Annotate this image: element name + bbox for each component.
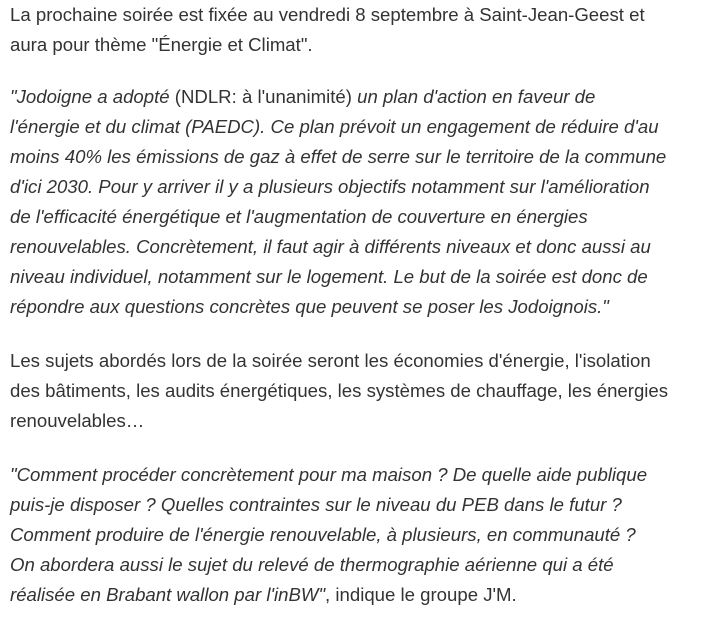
quote-text: un plan d'action en faveur de — [357, 86, 596, 107]
quote-text: "Jodoigne a adopté — [10, 86, 170, 107]
text-line: renouvelables… — [10, 410, 145, 431]
paragraph-topics — [10, 346, 710, 436]
quote-line: de l'efficacité énergétique et l'augmentation de couverture en énergies — [10, 206, 588, 227]
text-line — [10, 580, 710, 610]
quote-line: "Comment procéder concrètement pour ma maison ? De quelle aide publique — [10, 464, 648, 485]
text-line: Les sujets abordés lors de la soirée seront les économies d'énergie, l'isolation — [10, 350, 651, 371]
quote-line: l'énergie et du climat (PAEDC). Ce plan prévoit un engagement de réduire d'au — [10, 116, 659, 137]
quote-text: réalisée en Brabant wallon par l'inBW" — [10, 584, 326, 605]
text-line: aura pour thème "Énergie et Climat". — [10, 34, 313, 55]
quote-line: On abordera aussi le sujet du relevé de thermographie aérienne qui a été — [10, 554, 614, 575]
paragraph-event-date — [10, 0, 710, 60]
text-line — [10, 82, 710, 112]
quote-line: d'ici 2030. Pour y arriver il y a plusieurs objectifs notamment sur l'amélioration — [10, 176, 650, 197]
quote-line: puis-je disposer ? Quelles contraintes sur le niveau du PEB dans le futur ? — [10, 494, 622, 515]
quote-line: moins 40% les émissions de gaz à effet de serre sur le territoire de la commune — [10, 146, 667, 167]
paragraph-quote-questions — [10, 460, 710, 610]
quote-line: niveau individuel, notamment sur le logement. Le but de la soirée est donc de — [10, 266, 648, 287]
text-line: des bâtiments, les audits énergétiques, les systèmes de chauffage, les énergies — [10, 380, 669, 401]
paragraph-quote-plan — [10, 82, 710, 322]
quote-line: renouvelables. Concrètement, il faut agir à différents niveaux et donc aussi au — [10, 236, 651, 257]
quote-line: répondre aux questions concrètes que peuvent se poser les Jodoignois." — [10, 296, 609, 317]
editor-note: (NDLR: à l'unanimité) — [169, 86, 358, 107]
text-line: La prochaine soirée est fixée au vendredi 8 septembre à Saint-Jean-Geest et — [10, 4, 645, 25]
attribution: , indique le groupe J'M. — [325, 584, 517, 605]
quote-line: Comment produire de l'énergie renouvelable, à plusieurs, en communauté ? — [10, 524, 636, 545]
